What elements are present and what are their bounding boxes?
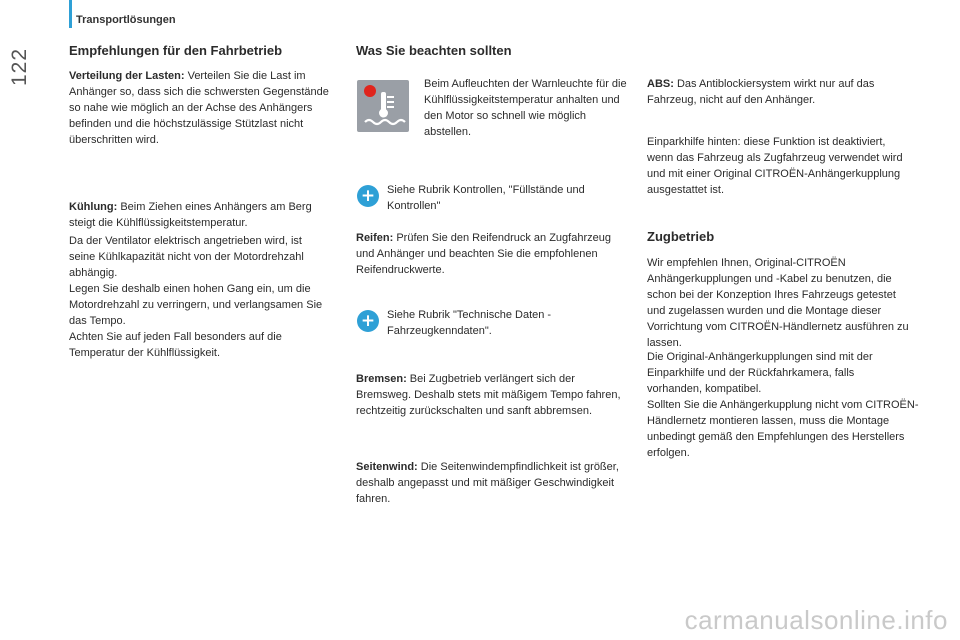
text-crosswind: Die Seitenwindempfindlichkeit ist größer, deshalb angepasst und mit mäßiger Geschwindigkeit fahren. (356, 461, 619, 505)
text-tires: Prüfen Sie den Reifendruck an Zugfahrzeug und Anhänger und beachten Sie die empfohlenen Reifendruckwerte. (356, 232, 611, 276)
paragraph-fan: Da der Ventilator elektrisch angetrieben wird, ist seine Kühlkapazität nicht von der Motordrehzahl abhängig. (69, 235, 304, 279)
paragraph-towing-compatible: Die Original-Anhängerkupplungen sind mit der Einparkhilfe und der Rückfahrkamera, falls vorhanden, kompatibel. (647, 351, 873, 395)
paragraph-load (69, 68, 329, 148)
reference-levels: Siehe Rubrik Kontrollen, "Füllstände und Kontrollen" (387, 184, 585, 212)
label-crosswind: Seitenwind: (356, 461, 418, 473)
text-load: Verteilen Sie die Last im Anhänger so, dass sich die schwersten Gegenstände so nahe wie möglich an der Achse des Anhängers befinden und die höchstzulässige Stützlast nicht überschritten wird. (69, 70, 329, 146)
text-brakes: Bei Zugbetrieb verlängert sich der Bremsweg. Deshalb stets mit mäßigem Tempo fahren, rechtzeitig zurückschalten und sanft abbremsen. (356, 373, 621, 417)
paragraph-temperature: Achten Sie auf jeden Fall besonders auf die Temperatur der Kühlflüssigkeit. (69, 331, 282, 359)
section-title-notes: Was Sie beachten sollten (356, 43, 512, 58)
paragraph-cooling (69, 199, 331, 231)
label-brakes: Bremsen: (356, 373, 407, 385)
paragraph-parking-aid: Einparkhilfe hinten: diese Funktion ist deaktiviert, wenn das Fahrzeug als Zugfahrzeug verwendet wird und mit einer Original CITROËN-Anhängerkupplung ausgestattet ist. (647, 136, 903, 196)
watermark: carmanualsonline.info (684, 605, 948, 635)
paragraph-towing-recommend: Wir empfehlen Ihnen, Original-CITROËN Anhängerkupplungen und -Kabel zu benutzen, die schon bei der Konzeption Ihres Fahrzeugs getestet und zugelassen wurden und die Montage dieser Vorrichtung vom CITROËN-Händlernetz ausführen zu lassen. (647, 257, 909, 349)
label-cooling: Kühlung: (69, 201, 118, 213)
coolant-temperature-warning-icon (357, 80, 409, 132)
page-number: 122 (8, 47, 31, 86)
paragraph-abs (647, 76, 907, 108)
label-abs: ABS: (647, 78, 674, 90)
chapter-title: Transportlösungen (76, 14, 176, 26)
plus-info-icon: + (357, 310, 379, 332)
section-title-driving: Empfehlungen für den Fahrbetrieb (69, 43, 283, 58)
warning-note: Beim Aufleuchten der Warnleuchte für die Kühlflüssigkeitstemperatur anhalten und den Motor so schnell wie möglich abstellen. (424, 78, 627, 138)
reference-technical-data: Siehe Rubrik "Technische Daten - Fahrzeugkenndaten". (387, 309, 552, 337)
text-abs: Das Antiblockiersystem wirkt nur auf das Fahrzeug, nicht auf den Anhänger. (647, 78, 875, 106)
paragraph-towing-mounting: Sollten Sie die Anhängerkupplung nicht vom CITROËN-Händlernetz montieren lassen, muss die Montage unbedingt gemäß den Empfehlungen des Herstellers erfolgen. (647, 399, 919, 459)
paragraph-tires (356, 230, 626, 278)
paragraph-crosswind (356, 459, 626, 507)
section-title-towing: Zugbetrieb (647, 229, 715, 244)
label-load: Verteilung der Lasten: (69, 70, 185, 82)
paragraph-gear: Legen Sie deshalb einen hohen Gang ein, um die Motordrehzahl zu verringern, und verlangsamen Sie das Tempo. (69, 283, 323, 327)
plus-info-icon: + (357, 185, 379, 207)
text-cooling: Beim Ziehen eines Anhängers am Berg steigt die Kühlflüssigkeitstemperatur. (69, 201, 312, 229)
header-accent-bar (69, 0, 72, 28)
paragraph-brakes (356, 371, 626, 419)
label-tires: Reifen: (356, 232, 394, 244)
